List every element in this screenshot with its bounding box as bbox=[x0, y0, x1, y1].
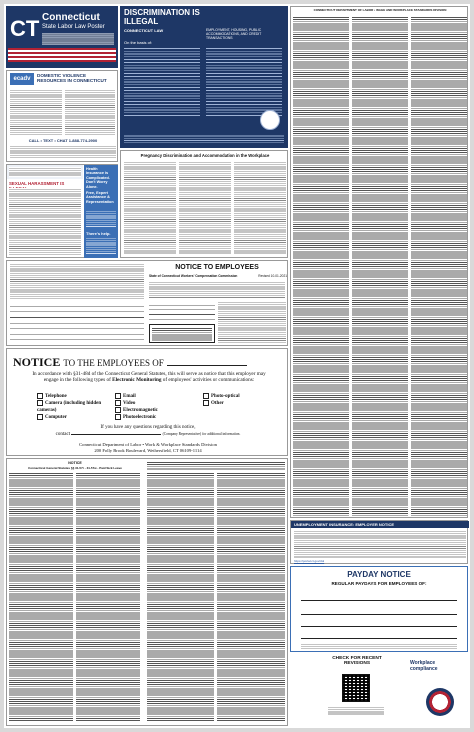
unemployment-section bbox=[290, 520, 468, 564]
ui-link[interactable]: https://portal.ct.gov/dol bbox=[294, 559, 325, 563]
wage-hour-section bbox=[290, 6, 468, 518]
em-item-photoelectronic[interactable] bbox=[115, 414, 195, 421]
payday-fineprint bbox=[301, 643, 457, 649]
dv-logo-text: ecadv bbox=[13, 76, 31, 82]
paid-sick-leave-section bbox=[6, 458, 288, 726]
psl-col-1 bbox=[9, 472, 73, 722]
wc-subtitle: State of Connecticut Workers' Compensation Commission bbox=[149, 274, 238, 278]
discrimination-basis-label: On the basis of: bbox=[124, 40, 153, 45]
wc-employer-fields bbox=[149, 301, 215, 323]
brand-logo: Workplace compliance bbox=[410, 660, 438, 672]
em-item-photo-optical[interactable] bbox=[203, 393, 273, 400]
em-item-label: Telephone bbox=[45, 394, 67, 400]
dv-body-right bbox=[65, 89, 115, 135]
pregnancy-col-1 bbox=[124, 161, 176, 255]
checkbox[interactable] bbox=[115, 400, 121, 406]
wage-col-3 bbox=[411, 16, 467, 516]
em-title-row bbox=[13, 355, 283, 370]
wc-right-text bbox=[218, 301, 286, 343]
hi-title: Health Insurance is Complicated. Don't Worry Alone. bbox=[86, 167, 110, 189]
em-col-1 bbox=[37, 393, 107, 421]
revisions-section bbox=[290, 654, 468, 726]
dv-body-left bbox=[10, 89, 62, 135]
em-item-label: Video bbox=[123, 401, 136, 407]
usa-seal-icon bbox=[426, 688, 454, 716]
em-item-electromagnetic[interactable] bbox=[115, 407, 195, 414]
em-item-computer[interactable] bbox=[37, 414, 107, 421]
workers-comp-section bbox=[6, 260, 288, 346]
poster-subtitle: State Labor Law Poster bbox=[42, 24, 105, 30]
payday-field-row[interactable] bbox=[301, 607, 457, 615]
flag-stripes bbox=[8, 48, 116, 62]
payday-title: PAYDAY NOTICE bbox=[347, 570, 411, 579]
labor-law-poster bbox=[4, 4, 470, 728]
em-item-camera[interactable] bbox=[37, 400, 107, 414]
psl-col-2 bbox=[76, 472, 140, 722]
dv-hotline: CALL • TEXT • CHAT 1-888-774-2900 bbox=[28, 138, 98, 143]
em-item-label: Email bbox=[123, 394, 136, 400]
discrimination-footer bbox=[124, 134, 284, 144]
psl-title: NOTICE bbox=[68, 461, 82, 465]
checkbox[interactable] bbox=[115, 414, 121, 420]
wc-revised: Revised 10-01-2021 bbox=[258, 274, 287, 278]
wc-intro-right bbox=[149, 281, 285, 299]
sh-header-text bbox=[9, 167, 81, 177]
basis-list-left bbox=[124, 46, 200, 118]
dv-title: DOMESTIC VIOLENCE RESOURCES IN CONNECTICUT bbox=[37, 73, 107, 84]
ct-badge bbox=[10, 16, 38, 46]
checkbox[interactable] bbox=[203, 400, 209, 406]
pregnancy-notice-title: Pregnancy Discrimination and Accommodation in the Workplace bbox=[140, 153, 270, 158]
em-item-label: Computer bbox=[45, 415, 67, 421]
state-abbr: CT bbox=[10, 16, 40, 41]
checkbox[interactable] bbox=[203, 393, 209, 399]
ui-body bbox=[294, 530, 466, 558]
qr-code[interactable] bbox=[342, 674, 370, 702]
checkbox[interactable] bbox=[115, 407, 121, 413]
wage-col-1 bbox=[293, 16, 349, 516]
checkbox[interactable] bbox=[37, 400, 43, 406]
payday-field-row[interactable] bbox=[301, 619, 457, 627]
hi-footer bbox=[86, 237, 116, 255]
wc-intro-left bbox=[10, 263, 144, 299]
hi-body bbox=[86, 210, 116, 228]
payday-employer-field[interactable] bbox=[301, 593, 457, 601]
em-col-2 bbox=[115, 393, 195, 422]
hi-theres-help: There's help. bbox=[86, 231, 111, 236]
header-fineprint bbox=[42, 33, 114, 45]
em-item-label: Electromagnetic bbox=[123, 408, 158, 414]
hi-help: Free, Expert Assistance & Representation bbox=[86, 191, 114, 204]
pregnancy-col-2 bbox=[179, 161, 231, 255]
ui-title: UNEMPLOYMENT INSURANCE: EMPLOYER NOTICE bbox=[291, 521, 469, 528]
dv-section bbox=[6, 70, 118, 162]
discrimination-law-label: CONNECTICUT LAW bbox=[124, 28, 164, 33]
discrimination-law-text: EMPLOYMENT, HOUSING, PUBLIC ACCOMMODATIONS, AND CREDIT TRANSACTIONS bbox=[206, 28, 262, 40]
electronic-monitoring-section bbox=[6, 348, 288, 456]
payday-subtitle: REGULAR PAYDAYS FOR EMPLOYEES OF: bbox=[331, 581, 427, 586]
dv-footer bbox=[10, 145, 116, 159]
em-questions: If you have any questions regarding this notice, bbox=[100, 425, 196, 430]
revisions-title: CHECK FOR RECENT REVISIONS bbox=[332, 656, 382, 667]
revisions-caption bbox=[328, 706, 384, 716]
em-contact-label: contact bbox=[55, 432, 71, 437]
payday-section bbox=[290, 566, 468, 652]
wc-form-fields bbox=[10, 301, 144, 343]
sexual-harassment-section bbox=[6, 164, 118, 258]
psl-spanish-header bbox=[147, 461, 285, 470]
discrimination-section bbox=[120, 6, 288, 148]
wage-col-2 bbox=[352, 16, 408, 516]
psl-subtitle: Connecticut General Statutes §§ 31-57r - 31-57w - Paid Sick Leave bbox=[28, 466, 122, 470]
checkbox[interactable] bbox=[115, 393, 121, 399]
em-item-telephone[interactable] bbox=[37, 393, 107, 400]
em-intro-end: of employees' activities or communications: bbox=[162, 377, 255, 384]
sh-body bbox=[9, 188, 81, 256]
poster-header bbox=[6, 6, 118, 68]
em-item-label: Camera (including hidden cameras) bbox=[37, 401, 102, 414]
em-item-video[interactable] bbox=[115, 400, 195, 407]
wc-boxed-notice bbox=[149, 324, 215, 343]
wc-boxed-text bbox=[152, 327, 212, 341]
ct-state-seal bbox=[260, 110, 280, 130]
em-title: NOTICE bbox=[13, 355, 61, 369]
em-item-other[interactable] bbox=[203, 400, 273, 407]
sh-title: SEXUAL HARASSMENT IS bbox=[9, 181, 65, 186]
em-contact-tail: (Company Representative) for additional information. bbox=[162, 432, 241, 436]
payday-field-row[interactable] bbox=[301, 631, 457, 639]
pregnancy-notice-section bbox=[120, 150, 288, 258]
checkbox[interactable] bbox=[37, 414, 43, 420]
basis-list-right bbox=[206, 46, 282, 118]
discrimination-title: DISCRIMINATION IS ILLEGAL bbox=[124, 8, 200, 26]
em-intro-bold: Electronic Monitoring bbox=[112, 377, 162, 384]
wage-hour-title: CONNECTICUT DEPARTMENT OF LABOR • WAGE AND WORKPLACE STANDARDS DIVISION bbox=[313, 8, 447, 12]
em-col-3 bbox=[203, 393, 273, 407]
em-item-label: Photo-optical bbox=[211, 394, 240, 400]
em-item-label: Other bbox=[211, 401, 224, 407]
state-name: Connecticut bbox=[42, 12, 100, 23]
health-insurance-panel bbox=[84, 165, 118, 258]
psl-spanish-col-2 bbox=[217, 472, 285, 722]
pregnancy-col-3 bbox=[234, 161, 286, 255]
em-intro bbox=[29, 371, 269, 384]
em-item-label: Photoelectronic bbox=[123, 415, 157, 421]
em-contact-blank[interactable] bbox=[71, 434, 161, 435]
em-footer-1: Connecticut Department of Labor • Work & Workplace Standards Division bbox=[79, 442, 217, 447]
wc-title: NOTICE TO EMPLOYEES bbox=[175, 264, 259, 271]
dv-logo bbox=[10, 73, 34, 85]
em-footer-2: 200 Folly Brook Boulevard, Wethersfield, CT 06109-1114 bbox=[94, 448, 202, 453]
em-item-email[interactable] bbox=[115, 393, 195, 400]
em-employer-blank[interactable] bbox=[167, 365, 247, 366]
psl-spanish-col-1 bbox=[147, 472, 214, 722]
em-contact-row bbox=[13, 432, 283, 437]
em-intro-text: In accordance with §31-48d of the Connecticut General Statutes, this will serve as notice that this employer may engage in the following types of bbox=[32, 371, 266, 384]
checkbox[interactable] bbox=[37, 393, 43, 399]
em-title-rest: TO THE EMPLOYEES OF bbox=[63, 358, 164, 368]
